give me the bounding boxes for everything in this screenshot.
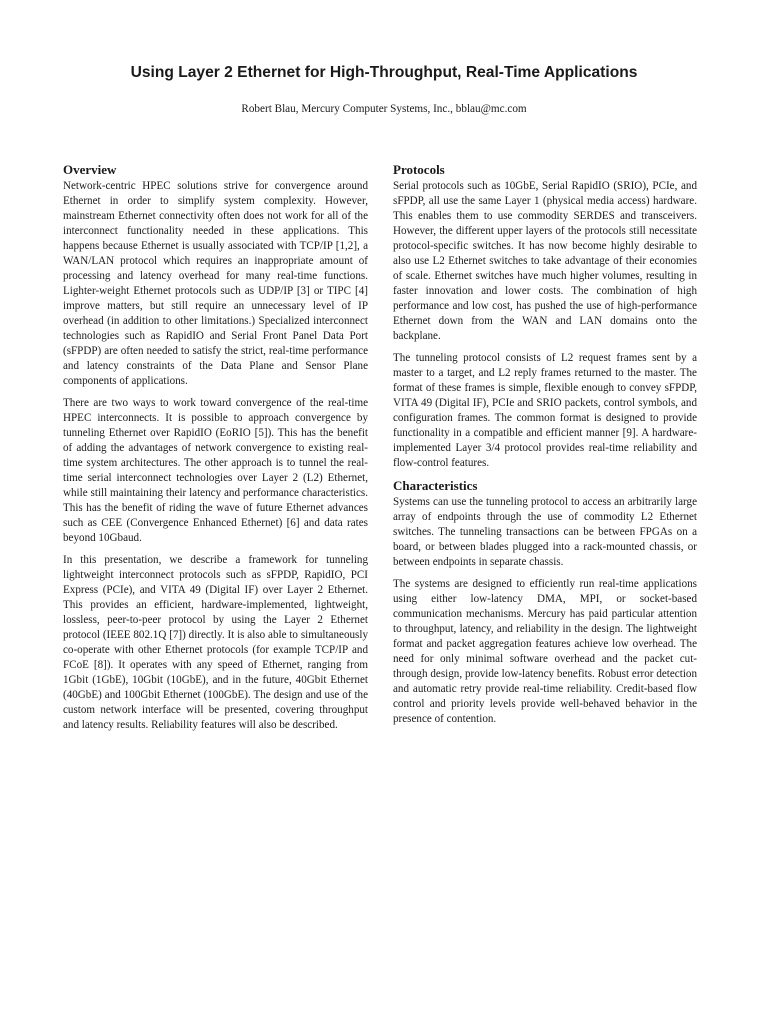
section-heading-overview: Overview [63,162,117,177]
overview-paragraph-3: In this presentation, we describe a framework for tunneling lightweight interconnect protocols such as sFPDP, RapidIO, PCI Express (PCIe), and VITA 49 (Digital IF) over Layer 2 Ethernet. This provides an efficient, hardware-implemented, lightweight, lossless, peer-to-peer protocol by using the Layer 2 Ethernet protocol (IEEE 802.1Q [7]) directly. It is also able to simultaneously co-operate with other Ethernet protocols (for example TCP/IP and FCoE [8]). It operates with any speed of Ethernet, ranging from 1Gbit (1GbE), 10Gbit (10GbE), and in the future, 40Gbit Ethernet (40GbE) and 100Gbit Ethernet (100GbE). The design and use of the custom network interface will be presented, covering throughput and latency results. Reliability features will also be described. [63,554,368,731]
author-line: Robert Blau, Mercury Computer Systems, Inc., bblau@mc.com [241,103,527,115]
protocols-paragraph-1: Serial protocols such as 10GbE, Serial RapidIO (SRIO), PCIe, and sFPDP, all use the same Layer 1 (physical media access) hardware. This enables them to use commodity SERDES and transceivers. However, the different upper layers of the protocols still necessitate protocol-specific switches. It has now become highly desirable to also use L2 Ethernet switches to take advantage of their economies of scale. Ethernet switches have much higher volumes, resulting in faster innovation and lower costs. The combination of high performance and low cost, has pushed the use of high-performance Ethernet down from the WAN and LAN domains onto the backplane. [393,180,697,342]
right-column [393,162,697,734]
section-heading-protocols: Protocols [393,162,445,177]
overview-paragraph-1: Network-centric HPEC solutions strive for convergence around Ethernet in order to simplify system complexity. However, mainstream Ethernet connectivity often does not work for all of the interconnect functionality needed in these applications. This happens because Ethernet is usually associated with TCP/IP [1,2], a WAN/LAN protocol which requires an inappropriate amount of processing and latency overhead for many real-time functions. Lighter-weight Ethernet protocols such as UDP/IP [3] or TIPC [4] improve matters, but still require an unnecessary level of IP overhead (in addition to other limitations.) Specialized interconnect technologies such as RapidIO and Serial Front Panel Data Port (sFPDP) are often needed to satisfy the strict, real-time performance and latency constraints of the Data Plane and Sensor Plane components of applications. [63,180,368,387]
overview-paragraph-2: There are two ways to work toward convergence of the real-time HPEC interconnects. It is possible to approach convergence by tunneling Ethernet over RapidIO (EoRIO [5]). This has the benefit of adding the advantages of network convergence to existing real-time system architectures. The other approach is to tunnel the real-time serial interconnect technologies over Layer 2 (L2) Ethernet, while still maintaining their latency and performance characteristics. This has the benefit of riding the wave of future Ethernet advances such as CEE (Convergence Enhanced Ethernet) [6] and data rates beyond 10Gbaud. [63,397,368,544]
characteristics-paragraph-1: Systems can use the tunneling protocol to access an arbitrarily large array of endpoints through the use of commodity L2 Ethernet switches. The tunneling transactions can be between FPGAs on a board, or between blades plugged into a rack-mounted chassis, or between endpoints in separate chassis. [393,496,697,568]
characteristics-paragraph-2: The systems are designed to efficiently run real-time applications using either low-latency DMA, MPI, or socket-based communication mechanisms. Mercury has paid particular attention to throughput, latency, and reliability in the design. The lightweight format and packet aggregation features achieve low overhead. The need for only minimal software overhead and the packet cut-through design, provide low-latency benefits. Robust error detection and automatic retry provide real-time reliability. Credit-based flow control and priority levels provide well-behaved behavior in the presence of contention. [393,578,697,725]
paper-title: Using Layer 2 Ethernet for High-Throughput, Real-Time Applications [130,64,638,81]
protocols-paragraph-2: The tunneling protocol consists of L2 request frames sent by a master to a target, and L2 reply frames returned to the master. The format of these frames is simple, flexible enough to convey sFPDP, VITA 49 (Digital IF), PCIe and SRIO packets, control symbols, and configuration frames. The common format is designed to provide functionality in a compatible and efficient manner [9]. A hardware-implemented Layer 3/4 protocol provides real-time reliability and flow-control features. [393,352,697,469]
section-heading-characteristics: Characteristics [393,478,478,493]
left-column [63,162,368,740]
